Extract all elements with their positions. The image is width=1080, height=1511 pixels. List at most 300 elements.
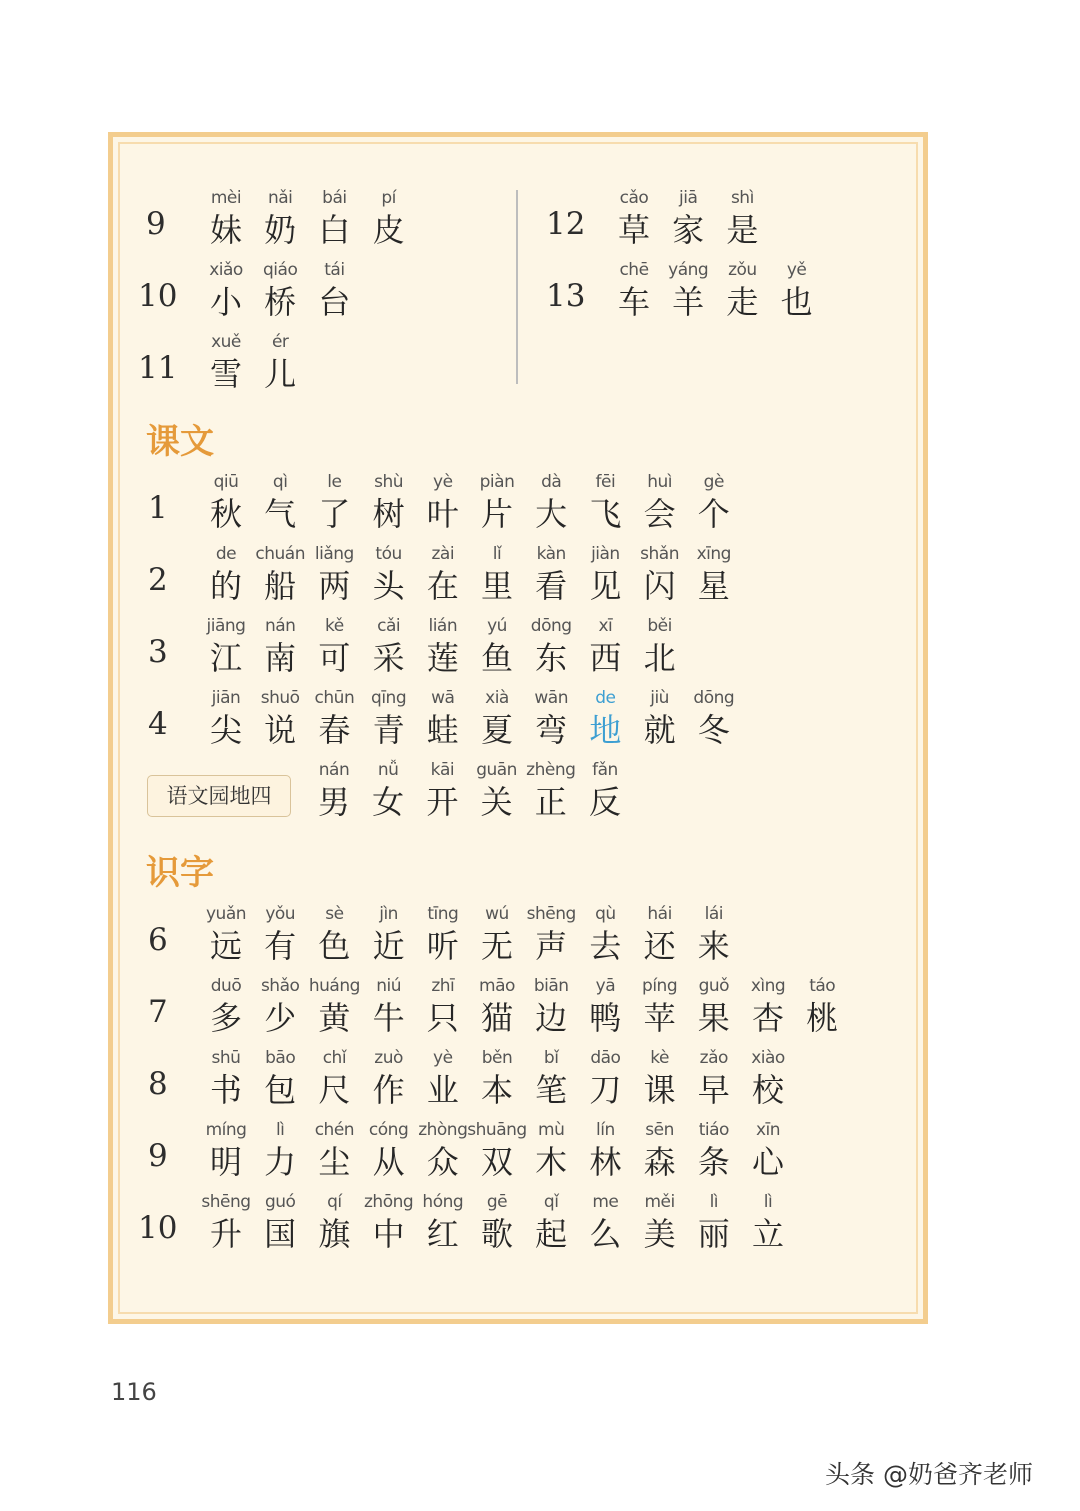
pinyin: shū <box>211 1048 241 1068</box>
hanzi: 弯 <box>535 711 568 749</box>
char-cell <box>304 470 364 534</box>
pinyin: cǎo <box>619 188 649 208</box>
hanzi: 桃 <box>806 999 839 1037</box>
pinyin: hóng <box>422 1192 464 1212</box>
pinyin: shǎo <box>260 976 300 996</box>
hanzi: 正 <box>534 783 567 821</box>
pinyin: yě <box>786 260 807 280</box>
row-number: 9 <box>148 1138 168 1174</box>
hanzi: 头 <box>372 567 405 605</box>
hanzi: 有 <box>264 927 297 965</box>
pinyin: shì <box>730 188 754 208</box>
pinyin: qù <box>595 904 616 924</box>
hanzi: 叶 <box>426 495 459 533</box>
char-cell <box>196 614 256 678</box>
row-number: 7 <box>148 994 168 1030</box>
hanzi: 白 <box>318 211 351 249</box>
char-cell <box>250 1118 310 1182</box>
char-cell <box>196 470 256 534</box>
char-cell <box>738 1118 798 1182</box>
hanzi: 美 <box>643 1215 676 1253</box>
char-cell <box>304 974 364 1038</box>
hanzi: 地 <box>589 711 622 749</box>
pinyin: píng <box>642 976 678 996</box>
hanzi: 中 <box>372 1215 405 1253</box>
hanzi: 说 <box>264 711 297 749</box>
pinyin: shuāng <box>467 1120 527 1140</box>
hanzi: 反 <box>588 783 621 821</box>
char-cell <box>684 1046 744 1110</box>
hanzi: 尺 <box>318 1071 351 1109</box>
row-number: 10 <box>138 1210 178 1246</box>
pinyin: xī <box>598 616 613 636</box>
char-cell <box>413 974 473 1038</box>
char-cell <box>575 1190 635 1254</box>
char-cell <box>196 974 256 1038</box>
pinyin: guǒ <box>698 976 730 996</box>
pinyin: de <box>215 544 237 564</box>
hanzi: 关 <box>480 783 513 821</box>
hanzi: 无 <box>480 927 513 965</box>
char-cell <box>413 686 473 750</box>
hanzi: 气 <box>264 495 297 533</box>
pinyin: sēn <box>645 1120 674 1140</box>
pinyin: gè <box>703 472 724 492</box>
hanzi: 男 <box>317 783 350 821</box>
char-cell <box>196 902 256 966</box>
pinyin: huáng <box>308 976 360 996</box>
pinyin: xià <box>485 688 509 708</box>
char-cell <box>467 902 527 966</box>
hanzi: 车 <box>617 283 650 321</box>
pinyin: zhèng <box>526 760 576 780</box>
hanzi: 雪 <box>209 355 242 393</box>
char-cell <box>196 1046 256 1110</box>
pinyin: lì <box>709 1192 719 1212</box>
char-cell <box>359 186 419 250</box>
hanzi: 作 <box>372 1071 405 1109</box>
hanzi: 从 <box>372 1143 405 1181</box>
hanzi: 边 <box>535 999 568 1037</box>
char-cell <box>521 1118 581 1182</box>
char-cell <box>196 258 256 322</box>
char-cell <box>467 758 527 822</box>
char-cell <box>521 470 581 534</box>
hanzi: 江 <box>209 639 242 677</box>
row-number: 6 <box>148 922 168 958</box>
pinyin: xuě <box>211 332 241 352</box>
hanzi: 刀 <box>589 1071 622 1109</box>
hanzi: 了 <box>318 495 351 533</box>
char-cell <box>196 686 256 750</box>
pinyin: mù <box>538 1120 565 1140</box>
hanzi: 鸭 <box>589 999 622 1037</box>
char-cell <box>658 258 718 322</box>
hanzi: 家 <box>672 211 705 249</box>
pinyin: bāo <box>265 1048 296 1068</box>
char-cell <box>250 258 310 322</box>
pinyin: kāi <box>430 760 455 780</box>
char-cell <box>304 542 364 606</box>
pinyin: nán <box>264 616 296 636</box>
pinyin: qiáo <box>263 260 298 280</box>
pinyin: pí <box>381 188 396 208</box>
char-cell <box>575 758 635 822</box>
pinyin: yáng <box>668 260 709 280</box>
hanzi: 听 <box>426 927 459 965</box>
hanzi: 还 <box>643 927 676 965</box>
char-cell <box>196 1190 256 1254</box>
pinyin: guó <box>264 1192 296 1212</box>
hanzi: 课 <box>643 1071 676 1109</box>
char-cell <box>467 1046 527 1110</box>
char-cell <box>467 614 527 678</box>
pinyin: jiàn <box>591 544 620 564</box>
hanzi: 立 <box>751 1215 784 1253</box>
hanzi: 在 <box>426 567 459 605</box>
char-cell <box>359 542 419 606</box>
section-title-kewen: 课文 <box>146 422 214 462</box>
char-cell <box>738 1190 798 1254</box>
pinyin: qǐ <box>543 1192 559 1212</box>
row-number: 12 <box>546 206 586 242</box>
pinyin: dāo <box>590 1048 621 1068</box>
char-cell <box>630 974 690 1038</box>
char-cell <box>630 614 690 678</box>
pinyin: yè <box>433 1048 453 1068</box>
hanzi: 少 <box>264 999 297 1037</box>
pinyin: nán <box>318 760 350 780</box>
hanzi: 果 <box>697 999 730 1037</box>
hanzi: 木 <box>535 1143 568 1181</box>
hanzi: 升 <box>209 1215 242 1253</box>
pinyin: tīng <box>427 904 459 924</box>
hanzi: 会 <box>643 495 676 533</box>
hanzi: 皮 <box>372 211 405 249</box>
char-cell <box>250 614 310 678</box>
char-cell <box>521 974 581 1038</box>
char-cell <box>630 1190 690 1254</box>
hanzi: 么 <box>589 1215 622 1253</box>
char-cell <box>250 1046 310 1110</box>
pinyin: me <box>592 1192 619 1212</box>
row-number: 13 <box>546 278 586 314</box>
hanzi: 来 <box>697 927 730 965</box>
pinyin: sè <box>325 904 344 924</box>
pinyin: yǒu <box>265 904 296 924</box>
pinyin: kàn <box>536 544 566 564</box>
hanzi: 桥 <box>264 283 297 321</box>
pinyin: de <box>595 688 616 708</box>
hanzi: 西 <box>589 639 622 677</box>
pinyin: běn <box>481 1048 513 1068</box>
yuwen-yuandi-badge: 语文园地四 <box>147 775 291 817</box>
char-cell <box>413 614 473 678</box>
char-cell <box>250 686 310 750</box>
char-cell <box>792 974 852 1038</box>
hanzi: 飞 <box>589 495 622 533</box>
hanzi: 心 <box>751 1143 784 1181</box>
pinyin: jìn <box>379 904 398 924</box>
row-number: 9 <box>146 206 166 242</box>
char-cell <box>684 470 744 534</box>
char-cell <box>413 1118 473 1182</box>
char-cell <box>467 686 527 750</box>
char-cell <box>712 186 772 250</box>
hanzi: 蛙 <box>426 711 459 749</box>
char-cell <box>250 974 310 1038</box>
char-cell <box>521 542 581 606</box>
char-cell <box>196 186 256 250</box>
row-number: 4 <box>148 706 168 742</box>
pinyin: xiào <box>751 1048 785 1068</box>
pinyin: zhòng <box>418 1120 468 1140</box>
char-cell <box>712 258 772 322</box>
hanzi: 黄 <box>318 999 351 1037</box>
char-cell <box>767 258 827 322</box>
char-cell <box>521 758 581 822</box>
char-cell <box>359 1190 419 1254</box>
hanzi: 片 <box>480 495 513 533</box>
char-cell <box>359 902 419 966</box>
hanzi: 只 <box>426 999 459 1037</box>
section-title-shizi: 识字 <box>146 853 214 893</box>
pinyin: mèi <box>210 188 242 208</box>
pinyin: shuō <box>260 688 300 708</box>
char-cell <box>304 1046 364 1110</box>
pinyin: jiān <box>211 688 241 708</box>
pinyin: liǎng <box>314 544 354 564</box>
pinyin: yú <box>487 616 507 636</box>
hanzi: 远 <box>209 927 242 965</box>
hanzi: 可 <box>318 639 351 677</box>
char-cell <box>413 902 473 966</box>
hanzi: 去 <box>589 927 622 965</box>
hanzi: 见 <box>589 567 622 605</box>
pinyin: tiáo <box>698 1120 729 1140</box>
pinyin: chē <box>619 260 649 280</box>
char-cell <box>521 1046 581 1110</box>
char-cell <box>250 902 310 966</box>
pinyin: huì <box>647 472 672 492</box>
pinyin: běi <box>647 616 672 636</box>
char-cell <box>412 758 472 822</box>
pinyin: zhōng <box>364 1192 414 1212</box>
row-number: 8 <box>148 1066 168 1102</box>
hanzi: 闪 <box>643 567 676 605</box>
char-cell <box>467 1190 527 1254</box>
char-cell <box>684 974 744 1038</box>
row-number: 1 <box>148 490 168 526</box>
hanzi: 起 <box>535 1215 568 1253</box>
hanzi: 草 <box>617 211 650 249</box>
hanzi: 台 <box>318 283 351 321</box>
char-cell <box>250 470 310 534</box>
hanzi: 尘 <box>318 1143 351 1181</box>
char-cell <box>359 974 419 1038</box>
pinyin: kè <box>650 1048 669 1068</box>
char-cell <box>304 186 364 250</box>
pinyin: bǐ <box>543 1048 559 1068</box>
char-cell <box>521 686 581 750</box>
pinyin: lín <box>596 1120 615 1140</box>
page-number: 116 <box>111 1378 157 1406</box>
pinyin: qí <box>327 1192 342 1212</box>
pinyin: le <box>327 472 342 492</box>
pinyin: kě <box>325 616 344 636</box>
pinyin: yuǎn <box>205 904 247 924</box>
pinyin: tóu <box>375 544 402 564</box>
pinyin: shǎn <box>640 544 679 564</box>
hanzi: 条 <box>697 1143 730 1181</box>
char-cell <box>630 542 690 606</box>
pinyin: wā <box>431 688 455 708</box>
hanzi: 猫 <box>480 999 513 1037</box>
hanzi: 走 <box>726 283 759 321</box>
pinyin: xīng <box>696 544 731 564</box>
char-cell <box>630 686 690 750</box>
hanzi: 看 <box>535 567 568 605</box>
hanzi: 羊 <box>672 283 705 321</box>
hanzi: 红 <box>426 1215 459 1253</box>
char-cell <box>575 614 635 678</box>
hanzi: 色 <box>318 927 351 965</box>
hanzi: 包 <box>264 1071 297 1109</box>
pinyin: duō <box>210 976 242 996</box>
pinyin: xīn <box>755 1120 781 1140</box>
char-cell <box>630 470 690 534</box>
char-cell <box>684 542 744 606</box>
char-cell <box>738 1046 798 1110</box>
pinyin: biān <box>533 976 569 996</box>
char-cell <box>359 470 419 534</box>
hanzi: 牛 <box>372 999 405 1037</box>
row-number: 3 <box>148 634 168 670</box>
char-cell <box>575 974 635 1038</box>
char-cell <box>358 758 418 822</box>
hanzi: 鱼 <box>480 639 513 677</box>
pinyin: gē <box>486 1192 508 1212</box>
hanzi: 春 <box>318 711 351 749</box>
pinyin: xìng <box>750 976 786 996</box>
pinyin: lì <box>763 1192 773 1212</box>
hanzi: 冬 <box>697 711 730 749</box>
hanzi: 就 <box>643 711 676 749</box>
char-cell <box>304 1118 364 1182</box>
char-cell <box>630 1118 690 1182</box>
pinyin: zǒu <box>728 260 757 280</box>
pinyin: niú <box>376 976 401 996</box>
hanzi: 北 <box>643 639 676 677</box>
pinyin: yè <box>433 472 453 492</box>
hanzi: 妹 <box>209 211 242 249</box>
pinyin: wān <box>534 688 568 708</box>
char-cell <box>250 1190 310 1254</box>
hanzi: 大 <box>535 495 568 533</box>
hanzi: 采 <box>372 639 405 677</box>
hanzi: 旗 <box>318 1215 351 1253</box>
pinyin: lì <box>275 1120 285 1140</box>
pinyin: ér <box>271 332 289 352</box>
char-cell <box>575 1118 635 1182</box>
hanzi: 书 <box>209 1071 242 1109</box>
pinyin: shù <box>374 472 404 492</box>
hanzi: 声 <box>535 927 568 965</box>
char-cell <box>304 686 364 750</box>
char-cell <box>575 902 635 966</box>
hanzi: 儿 <box>264 355 297 393</box>
hanzi: 夏 <box>480 711 513 749</box>
pinyin: zǎo <box>699 1048 728 1068</box>
hanzi: 开 <box>426 783 459 821</box>
pinyin: wú <box>485 904 509 924</box>
pinyin: tái <box>324 260 345 280</box>
pinyin: cóng <box>368 1120 409 1140</box>
hanzi: 女 <box>372 783 405 821</box>
char-cell <box>630 902 690 966</box>
pinyin: zài <box>431 544 455 564</box>
char-cell <box>359 614 419 678</box>
char-cell <box>250 186 310 250</box>
char-cell <box>359 1046 419 1110</box>
char-cell <box>304 1190 364 1254</box>
pinyin: fǎn <box>592 760 618 780</box>
hanzi: 校 <box>751 1071 784 1109</box>
char-cell <box>521 1190 581 1254</box>
pinyin: dà <box>541 472 562 492</box>
hanzi: 明 <box>209 1143 242 1181</box>
pinyin: zhī <box>431 976 455 996</box>
char-cell <box>196 542 256 606</box>
char-cell <box>304 614 364 678</box>
char-cell <box>250 330 310 394</box>
pinyin: nǎi <box>267 188 293 208</box>
char-cell <box>521 614 581 678</box>
hanzi: 森 <box>643 1143 676 1181</box>
hanzi: 也 <box>780 283 813 321</box>
pinyin: jiù <box>650 688 669 708</box>
pinyin: chūn <box>314 688 355 708</box>
char-cell <box>304 902 364 966</box>
pinyin: piàn <box>479 472 515 492</box>
hanzi: 歌 <box>480 1215 513 1253</box>
hanzi: 双 <box>480 1143 513 1181</box>
hanzi: 力 <box>264 1143 297 1181</box>
pinyin: xiǎo <box>209 260 243 280</box>
char-cell <box>359 1118 419 1182</box>
pinyin: měi <box>644 1192 675 1212</box>
pinyin: qīng <box>371 688 407 708</box>
pinyin: táo <box>809 976 836 996</box>
hanzi: 国 <box>264 1215 297 1253</box>
char-cell <box>467 974 527 1038</box>
pinyin: māo <box>479 976 515 996</box>
pinyin: nǚ <box>377 760 399 780</box>
char-cell <box>738 974 798 1038</box>
watermark: 头条 @奶爸齐老师 <box>825 1460 1033 1489</box>
char-cell <box>359 686 419 750</box>
char-cell <box>196 1118 256 1182</box>
pinyin: guān <box>476 760 517 780</box>
pinyin: qiū <box>213 472 239 492</box>
pinyin: hái <box>647 904 672 924</box>
char-cell <box>658 186 718 250</box>
char-cell <box>304 758 364 822</box>
char-cell <box>684 1190 744 1254</box>
hanzi: 莲 <box>426 639 459 677</box>
char-cell <box>196 330 256 394</box>
char-cell <box>413 1046 473 1110</box>
